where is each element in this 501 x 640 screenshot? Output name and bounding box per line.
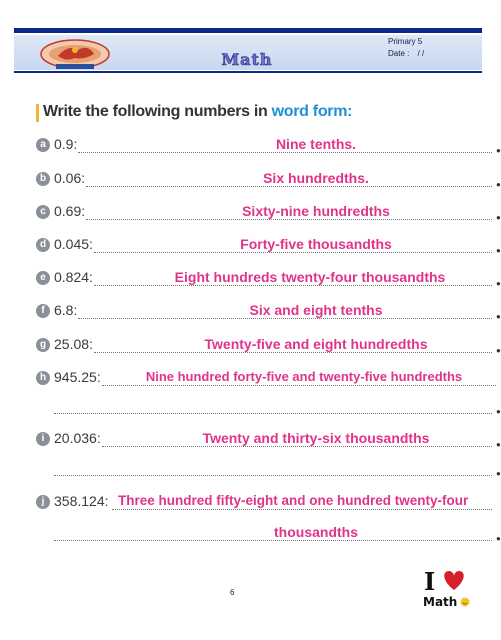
item-answer-continuation: thousandths xyxy=(274,524,358,540)
heart-icon xyxy=(444,571,463,590)
item-answer: Three hundred fifty-eight and one hundred twenty-four xyxy=(118,493,469,508)
item-number: 20.036: xyxy=(54,430,101,446)
item-number: 0.9: xyxy=(54,136,78,152)
line-end-dot: ● xyxy=(496,312,501,321)
item-answer: Forty-five thousandths xyxy=(240,236,392,252)
grade-label: Primary 5 xyxy=(388,37,423,46)
item-badge: a xyxy=(36,138,50,152)
item-badge: e xyxy=(36,271,50,285)
answer-line xyxy=(54,540,492,541)
answer-line xyxy=(94,252,492,253)
item-number: 0.06: xyxy=(54,170,86,186)
line-end-dot: ● xyxy=(496,407,501,416)
item-number: 6.8: xyxy=(54,302,78,318)
logo-i-text: I xyxy=(424,567,436,596)
item-badge: h xyxy=(36,371,50,385)
item-answer: Twenty-five and eight hundredths xyxy=(204,336,428,352)
line-end-dot: ● xyxy=(496,180,501,189)
item-number: 25.08: xyxy=(54,336,93,352)
i-love-math-logo xyxy=(420,566,476,610)
line-end-dot: ● xyxy=(496,534,501,543)
item-number: 0.045: xyxy=(54,236,93,252)
exercise-title xyxy=(36,103,352,121)
line-end-dot: ● xyxy=(496,346,501,355)
line-end-dot: ● xyxy=(496,469,501,478)
answer-line xyxy=(94,285,492,286)
header-meta xyxy=(388,36,424,60)
item-badge: g xyxy=(36,338,50,352)
answer-line xyxy=(112,509,492,510)
date-label: Date : xyxy=(388,49,410,58)
line-end-dot: ● xyxy=(496,246,501,255)
answer-line xyxy=(78,152,492,153)
line-end-dot: ● xyxy=(496,213,501,222)
answer-line xyxy=(54,413,492,414)
answer-line xyxy=(78,318,492,319)
header-top-rule xyxy=(14,28,482,33)
title-lead: Write the following numbers in xyxy=(43,103,272,120)
item-number: 945.25: xyxy=(54,369,101,385)
answer-line xyxy=(54,475,492,476)
answer-line xyxy=(86,186,492,187)
item-badge: i xyxy=(36,432,50,446)
item-answer: Nine hundred forty-five and twenty-five hundredths xyxy=(145,369,463,384)
answer-line xyxy=(102,446,492,447)
line-end-dot: ● xyxy=(496,279,501,288)
item-badge: d xyxy=(36,238,50,252)
math-brand-logo xyxy=(207,49,287,69)
answer-line xyxy=(102,385,496,386)
item-number: 0.824: xyxy=(54,269,93,285)
school-logo-icon xyxy=(38,38,112,72)
item-badge: c xyxy=(36,205,50,219)
item-badge: j xyxy=(36,495,50,509)
item-answer: Twenty and thirty-six thousandths xyxy=(202,430,430,446)
logo-math-text: Math xyxy=(423,595,458,609)
item-answer: Eight hundreds twenty-four thousandths xyxy=(174,269,446,285)
item-answer: Six hundredths. xyxy=(263,170,369,186)
answer-line xyxy=(86,219,492,220)
item-answer: Six and eight tenths xyxy=(249,302,383,318)
page-number: 6 xyxy=(230,588,235,597)
item-badge: b xyxy=(36,172,50,186)
item-badge: f xyxy=(36,304,50,318)
item-number: 0.69: xyxy=(54,203,86,219)
line-end-dot: ● xyxy=(496,440,501,449)
brand-title: Math xyxy=(221,50,273,69)
answer-line xyxy=(94,352,492,353)
item-answer: Sixty-nine hundredths xyxy=(242,203,390,219)
line-end-dot: ● xyxy=(496,146,501,155)
date-line xyxy=(388,48,424,60)
date-value: / / xyxy=(417,49,425,58)
item-number: 358.124: xyxy=(54,493,109,509)
title-accent: word form: xyxy=(271,103,353,120)
item-answer: Nine tenths. xyxy=(275,136,357,152)
smiley-icon xyxy=(461,598,470,607)
